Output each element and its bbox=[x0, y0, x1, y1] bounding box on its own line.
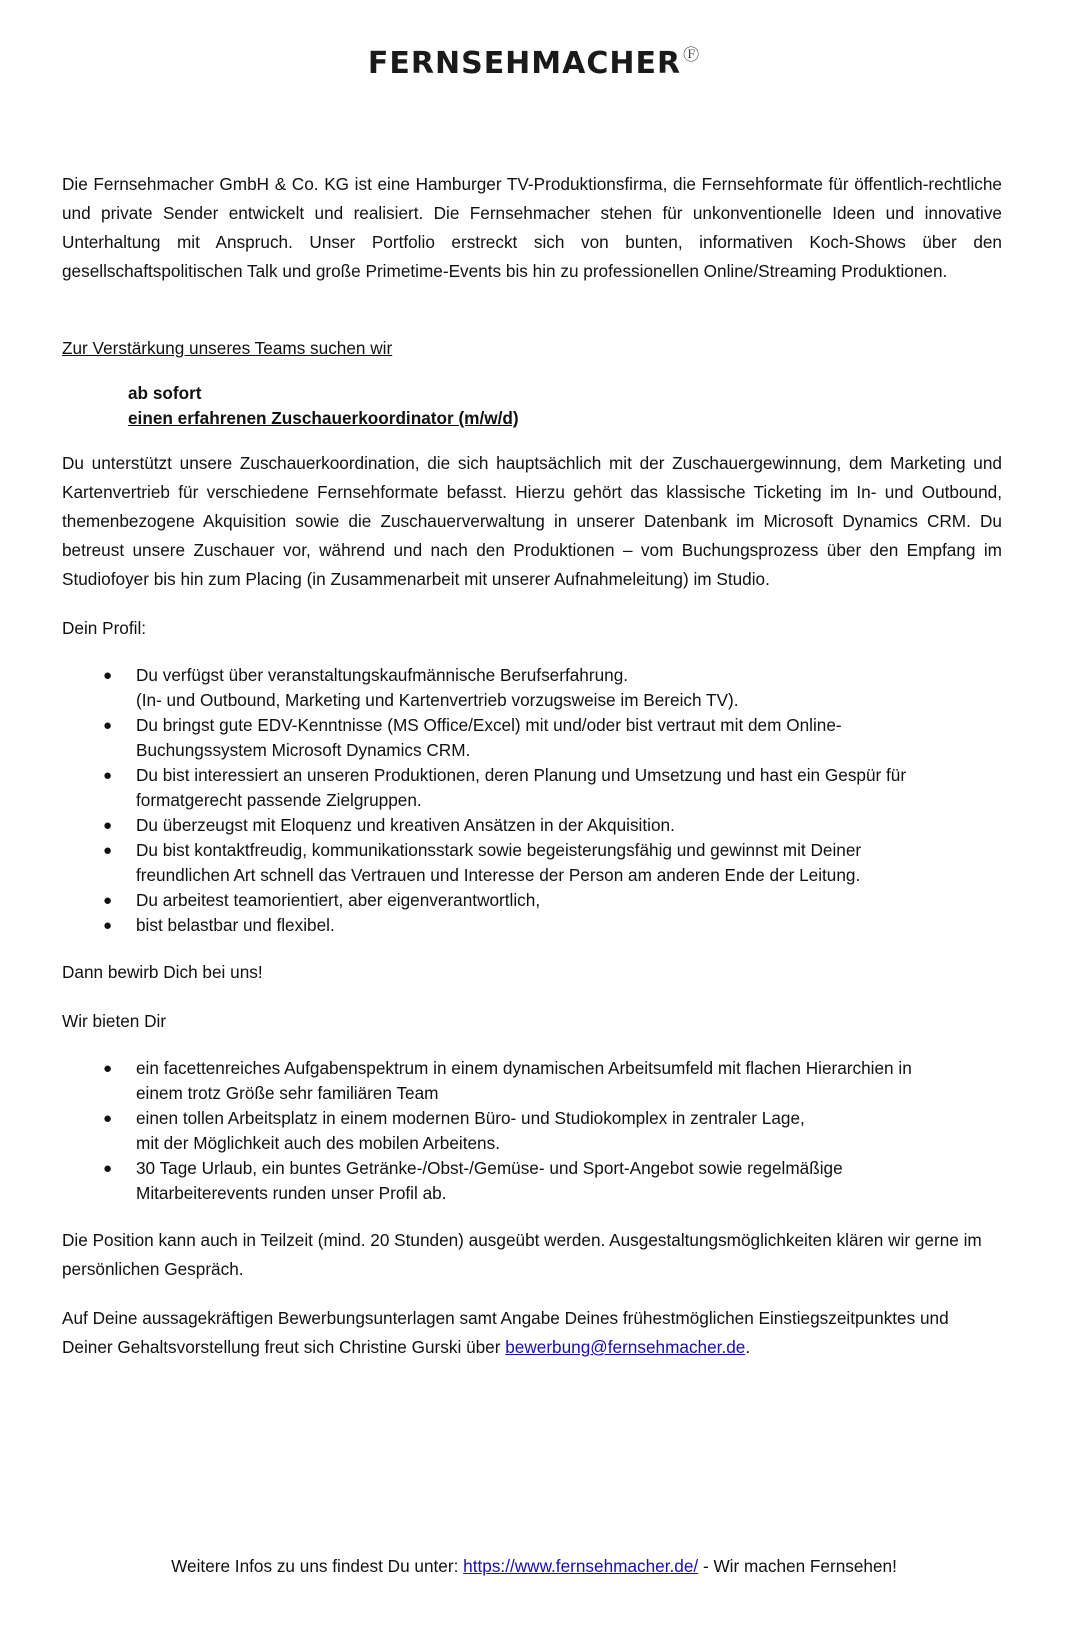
bullet-icon: ● bbox=[103, 1110, 113, 1127]
list-item-line: Du bringst gute EDV-Kenntnisse (MS Office/Excel) mit und/oder bist vertraut mit dem Online- bbox=[136, 715, 842, 735]
list-item bbox=[103, 838, 1002, 888]
list-item bbox=[103, 763, 1002, 813]
list-item-line: einen tollen Arbeitsplatz in einem modernen Büro- und Studiokomplex in zentraler Lage, bbox=[136, 1108, 805, 1128]
job-description: Du unterstützt unsere Zuschauerkoordination, die sich hauptsächlich mit der Zuschauergewinnung, dem Marketing und Kartenvertrieb für verschiedene Fernsehformate befasst. Hierzu gehört das klassische Ticketing im In- und Outbound, themenbezogene Akquisition sowie die Zuschauerverwaltung in unserer Datenbank im Microsoft Dynamics CRM. Du betreust unsere Zuschauer vor, während und nach den Produktionen – vom Buchungsprozess über den Empfang im Studiofoyer bis hin zum Placing (in Zusammenarbeit mit unserer Aufnahmeleitung) im Studio. bbox=[62, 453, 1002, 589]
bullet-icon: ● bbox=[103, 667, 113, 684]
bullet-icon: ● bbox=[103, 1060, 113, 1077]
application-email-link[interactable]: bewerbung@fernsehmacher.de bbox=[505, 1337, 746, 1357]
position-start: ab sofort bbox=[128, 383, 202, 403]
bullet-icon: ● bbox=[103, 917, 113, 934]
position-title: einen erfahrenen Zuschauerkoordinator (m/w/d) bbox=[128, 408, 519, 428]
list-item-line: Buchungssystem Microsoft Dynamics CRM. bbox=[136, 740, 471, 760]
closing-end: . bbox=[745, 1337, 751, 1357]
bullet-icon: ● bbox=[103, 767, 113, 784]
bullet-icon: ● bbox=[103, 1160, 113, 1177]
list-item bbox=[103, 663, 1002, 713]
logo-wordmark: FERNSEHMACHER bbox=[367, 46, 682, 81]
list-item bbox=[103, 888, 1002, 913]
closing-paragraph bbox=[62, 1304, 1002, 1362]
list-item bbox=[103, 1056, 1002, 1106]
company-logo bbox=[0, 46, 1068, 81]
position-block bbox=[128, 381, 1002, 431]
list-item-line: mit der Möglichkeit auch des mobilen Arbeitens. bbox=[136, 1133, 500, 1153]
footer-prefix: Weitere Infos zu uns findest Du unter: bbox=[171, 1556, 459, 1576]
list-item bbox=[103, 1156, 1002, 1206]
footer bbox=[0, 1556, 1068, 1577]
list-item-line: ein facettenreiches Aufgabenspektrum in einem dynamischen Arbeitsumfeld mit flachen Hierarchien in bbox=[136, 1058, 912, 1078]
list-item-line: Du überzeugst mit Eloquenz und kreativen Ansätzen in der Akquisition. bbox=[136, 815, 675, 835]
bullet-icon: ● bbox=[103, 817, 113, 834]
list-item-line: Du arbeitest teamorientiert, aber eigenverantwortlich, bbox=[136, 890, 541, 910]
list-item-line: freundlichen Art schnell das Vertrauen und Interesse der Person am anderen Ende der Leitung. bbox=[136, 865, 861, 885]
profile-heading: Dein Profil: bbox=[62, 618, 147, 638]
main-content bbox=[62, 170, 1002, 1362]
company-intro: Die Fernsehmacher GmbH & Co. KG ist eine Hamburger TV-Produktionsfirma, die Fernsehformate für öffentlich-rechtliche und private Sender entwickelt und realisiert. Die Fernsehmacher stehen für unkonventionelle Ideen und innovative Unterhaltung mit Anspruch. Unser Portfolio erstreckt sich von bunten, informativen Koch-Shows über den gesellschaftspolitischen Talk und große Primetime-Events bis hin zu professionellen Online/Streaming Produktionen. bbox=[62, 174, 1002, 281]
list-item bbox=[103, 813, 1002, 838]
list-item bbox=[103, 1106, 1002, 1156]
part-time-note: Die Position kann auch in Teilzeit (mind. 20 Stunden) ausgeübt werden. Ausgestaltungsmöglichkeiten klären wir gerne im persönlichen Gespräch. bbox=[62, 1230, 982, 1279]
list-item-line: Mitarbeiterevents runden unser Profil ab. bbox=[136, 1183, 447, 1203]
list-item bbox=[103, 713, 1002, 763]
bullet-icon: ● bbox=[103, 717, 113, 734]
search-heading: Zur Verstärkung unseres Teams suchen wir bbox=[62, 338, 393, 358]
list-item-line: Du bist kontaktfreudig, kommunikationsstark sowie begeisterungsfähig und gewinnst mit Deiner bbox=[136, 840, 862, 860]
bullet-icon: ● bbox=[103, 842, 113, 859]
list-item-line: Du bist interessiert an unseren Produktionen, deren Planung und Umsetzung und hast ein Gespür für bbox=[136, 765, 907, 785]
closing-text: Auf Deine aussagekräftigen Bewerbungsunterlagen samt Angabe Deines frühestmöglichen Einstiegszeitpunktes und Deiner Gehaltsvorstellung freut sich Christine Gurski über bbox=[62, 1308, 949, 1357]
list-item-line: formatgerecht passende Zielgruppen. bbox=[136, 790, 422, 810]
offer-heading: Wir bieten Dir bbox=[62, 1011, 167, 1031]
list-item-line: bist belastbar und flexibel. bbox=[136, 915, 335, 935]
logo-registered-icon: Ⓕ bbox=[683, 45, 701, 64]
list-item-line: Du verfügst über veranstaltungskaufmännische Berufserfahrung. bbox=[136, 665, 629, 685]
website-link[interactable]: https://www.fernsehmacher.de/ bbox=[463, 1556, 699, 1576]
list-item-line: einem trotz Größe sehr familiären Team bbox=[136, 1083, 439, 1103]
footer-suffix: - Wir machen Fernsehen! bbox=[702, 1556, 897, 1576]
apply-call: Dann bewirb Dich bei uns! bbox=[62, 962, 263, 982]
offer-list bbox=[62, 1056, 1002, 1206]
list-item-line: 30 Tage Urlaub, ein buntes Getränke-/Obst-/Gemüse- und Sport-Angebot sowie regelmäßige bbox=[136, 1158, 843, 1178]
list-item-line: (In- und Outbound, Marketing und Kartenvertrieb vorzugsweise im Bereich TV). bbox=[136, 690, 739, 710]
bullet-icon: ● bbox=[103, 892, 113, 909]
profile-list bbox=[62, 663, 1002, 938]
list-item bbox=[103, 913, 1002, 938]
